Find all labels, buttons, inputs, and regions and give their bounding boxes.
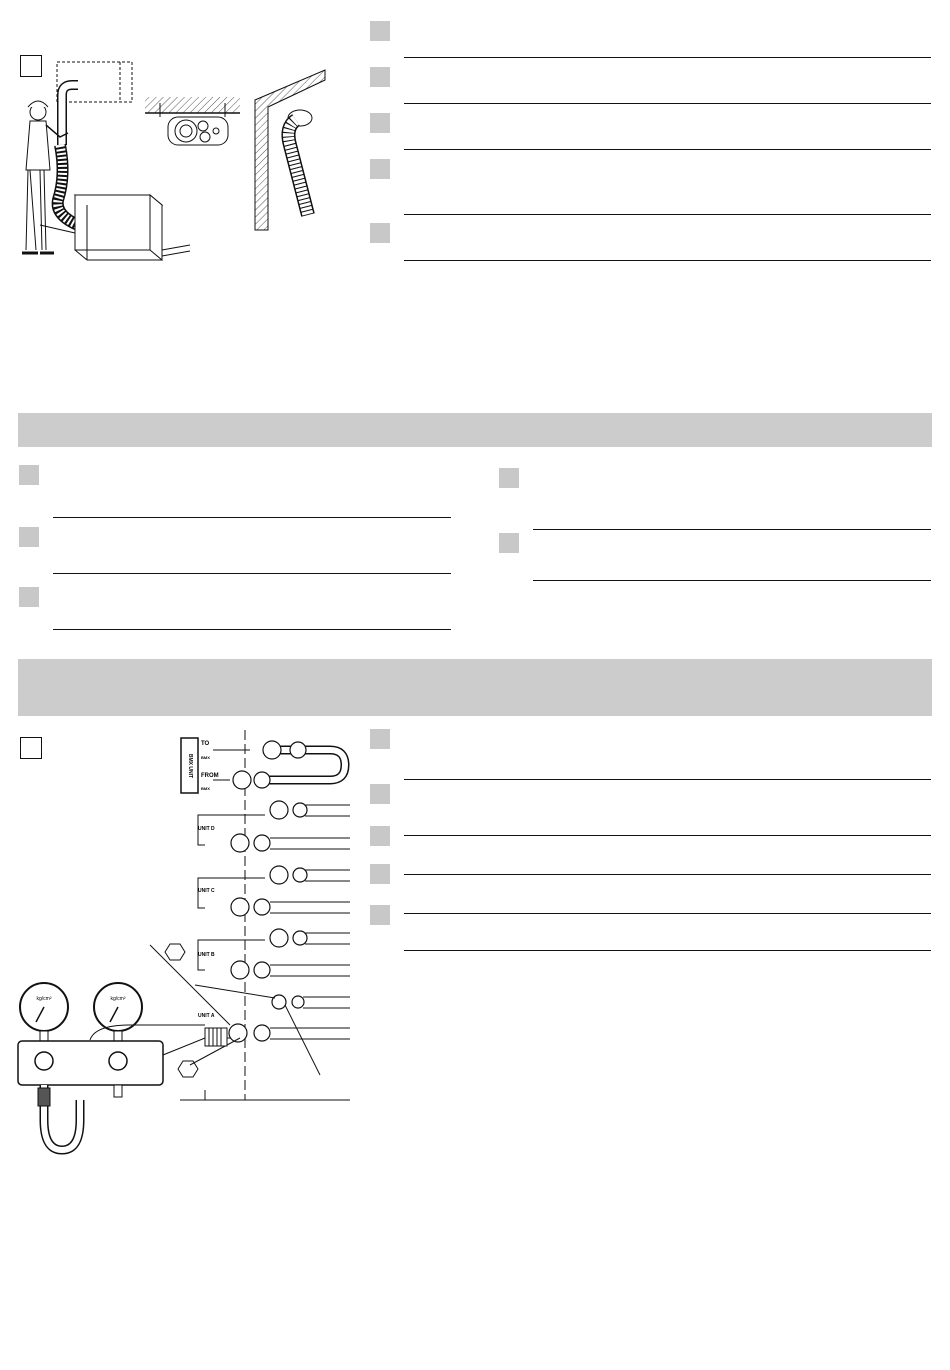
step-divider xyxy=(404,103,931,104)
step-divider xyxy=(404,950,931,951)
unit-c-label: UNIT C xyxy=(198,888,215,894)
to-label: TO xyxy=(201,741,210,747)
step-divider xyxy=(533,529,931,530)
step-marker-5 xyxy=(499,533,519,553)
step-divider xyxy=(404,779,931,780)
step-marker-5 xyxy=(370,905,390,925)
step-marker-1 xyxy=(370,21,390,41)
step-marker-4 xyxy=(370,864,390,884)
step-divider xyxy=(404,835,931,836)
step-marker-2 xyxy=(19,527,39,547)
unit-b-label: UNIT B xyxy=(198,952,215,958)
step-marker-4 xyxy=(370,159,390,179)
unit-d-label: UNIT D xyxy=(198,826,215,832)
step-divider xyxy=(53,517,451,518)
installation-illustration xyxy=(0,55,340,270)
step-marker-3 xyxy=(370,826,390,846)
bmx-top-label: BMX xyxy=(201,755,210,760)
step-divider xyxy=(404,874,931,875)
step-divider xyxy=(53,573,451,574)
section-header-band-1 xyxy=(18,413,932,447)
step-divider xyxy=(404,149,931,150)
piping-diagram xyxy=(0,720,360,1160)
step-marker-2 xyxy=(370,67,390,87)
step-divider xyxy=(404,260,931,261)
step-divider xyxy=(533,580,931,581)
step-marker-2 xyxy=(370,784,390,804)
unit-a-label: UNIT A xyxy=(198,1013,215,1019)
bmx-unit-label: BMX UNIT xyxy=(187,753,193,779)
gauge-left-unit: kg/cm² xyxy=(36,996,52,1002)
step-marker-1 xyxy=(19,465,39,485)
step-marker-4 xyxy=(499,468,519,488)
step-marker-3 xyxy=(19,587,39,607)
step-divider xyxy=(404,214,931,215)
from-label: FROM xyxy=(201,773,219,779)
step-marker-5 xyxy=(370,223,390,243)
step-divider xyxy=(404,913,931,914)
bmx-bottom-label: BMX xyxy=(201,786,210,791)
step-divider xyxy=(53,629,451,630)
step-divider xyxy=(404,57,931,58)
step-marker-1 xyxy=(370,729,390,749)
section-header-band-2 xyxy=(18,659,932,716)
gauge-right-unit: kg/cm² xyxy=(110,996,126,1002)
step-marker-3 xyxy=(370,113,390,133)
